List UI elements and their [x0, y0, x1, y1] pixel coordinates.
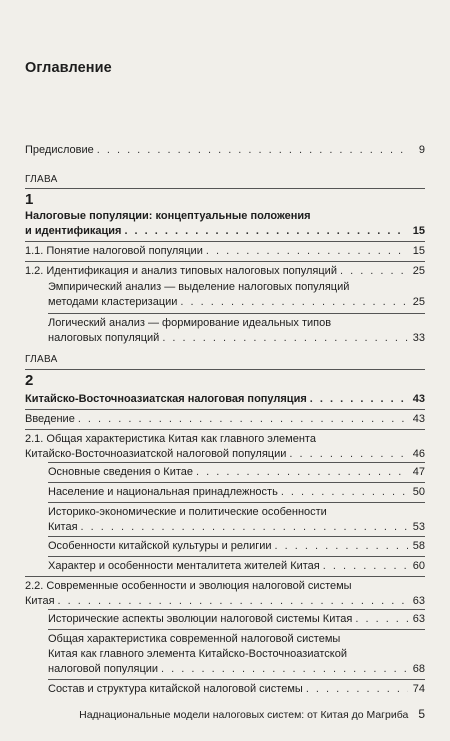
page-number: 50	[412, 486, 425, 498]
divider	[25, 429, 425, 430]
toc-title: Оглавление	[25, 60, 112, 76]
folio-page-number: 5	[418, 707, 425, 721]
toc-entry-2-1[interactable]: 2.1. Общая характеристика Китая как главного элемента Китайско-Восточноазиатской налоговой популяции . . . 46	[25, 432, 425, 462]
toc-entry-chapter-2[interactable]: Китайско-Восточноазиатская налоговая популяция . . . 43	[25, 392, 425, 407]
page-number: 33	[412, 332, 425, 344]
page-number: 46	[412, 448, 425, 460]
divider	[48, 482, 425, 483]
chapter-2-rule	[25, 369, 425, 370]
divider	[25, 576, 425, 577]
toc-entry-2-1-basics[interactable]: Основные сведения о Китае . . . 47	[48, 465, 425, 480]
page-number: 25	[412, 265, 425, 277]
page-number: 43	[412, 393, 425, 405]
page-number: 60	[412, 560, 425, 572]
toc-entry-chapter-1[interactable]: Налоговые популяции: концептуальные положения и идентификация . . . 15	[25, 209, 425, 239]
chapter-1-rule	[25, 188, 425, 189]
page-footer	[70, 707, 425, 721]
page-number: 15	[412, 245, 425, 257]
page-number: 9	[418, 144, 425, 156]
page-number: 43	[412, 413, 425, 425]
toc-entry-2-2[interactable]: 2.2. Современные особенности и эволюция налоговой системы Китая . . . 63	[25, 579, 425, 609]
running-title: Наднациональные модели налоговых систем: от Китая до Магриба	[79, 709, 409, 721]
page-number: 68	[412, 663, 425, 675]
toc-entry-2-1-population[interactable]: Население и национальная принадлежность . . . 50	[48, 485, 425, 500]
divider	[48, 609, 425, 610]
divider	[48, 536, 425, 537]
toc-entry-2-2-structure[interactable]: Состав и структура китайской налоговой системы . . . 74	[48, 682, 425, 697]
chapter-1-label: ГЛАВА	[25, 174, 58, 185]
page-number: 15	[412, 225, 425, 237]
divider	[25, 409, 425, 410]
chapter-1-number: 1	[25, 191, 34, 208]
toc-entry-1-2-logical[interactable]: Логический анализ — формирование идеальных типов налоговых популяций . . . 33	[48, 316, 425, 346]
page-number: 53	[412, 521, 425, 533]
divider	[48, 629, 425, 630]
chapter-2-number: 2	[25, 372, 34, 389]
divider	[48, 679, 425, 680]
chapter-2-label: ГЛАВА	[25, 354, 58, 365]
divider	[25, 241, 425, 242]
page-number: 74	[412, 683, 425, 695]
divider	[25, 261, 425, 262]
page-number: 25	[412, 296, 425, 308]
divider	[48, 313, 425, 314]
toc-entry-preface[interactable]: Предисловие . . . 9	[25, 143, 425, 158]
divider	[48, 502, 425, 503]
toc-entry-2-1-mentality[interactable]: Характер и особенности менталитета жителей Китая . . . 60	[48, 559, 425, 574]
page-number: 63	[412, 595, 425, 607]
toc-entry-1-2[interactable]: 1.2. Идентификация и анализ типовых налоговых популяций . . . 25	[25, 264, 425, 279]
page-number: 58	[412, 540, 425, 552]
toc-entry-2-1-culture[interactable]: Особенности китайской культуры и религии . . . 58	[48, 539, 425, 554]
toc-entry-intro[interactable]: Введение . . . 43	[25, 412, 425, 427]
divider	[48, 556, 425, 557]
divider	[48, 462, 425, 463]
page-number: 47	[412, 466, 425, 478]
toc-entry-2-2-history[interactable]: Исторические аспекты эволюции налоговой системы Китая . . . 63	[48, 612, 425, 627]
toc-entry-2-1-history[interactable]: Историко-экономические и политические особенности Китая . . . 53	[48, 505, 425, 535]
page-number: 63	[412, 613, 425, 625]
toc-entry-1-1[interactable]: 1.1. Понятие налоговой популяции . . . 15	[25, 244, 425, 259]
toc-entry-1-2-empirical[interactable]: Эмпирический анализ — выделение налоговых популяций методами кластеризации . . . 25	[48, 280, 425, 310]
toc-entry-2-2-overview[interactable]: Общая характеристика современной налоговой системы Китая как главного элемента Китайско-Восточноазиатской налоговой популяции . . . 68	[48, 632, 425, 677]
